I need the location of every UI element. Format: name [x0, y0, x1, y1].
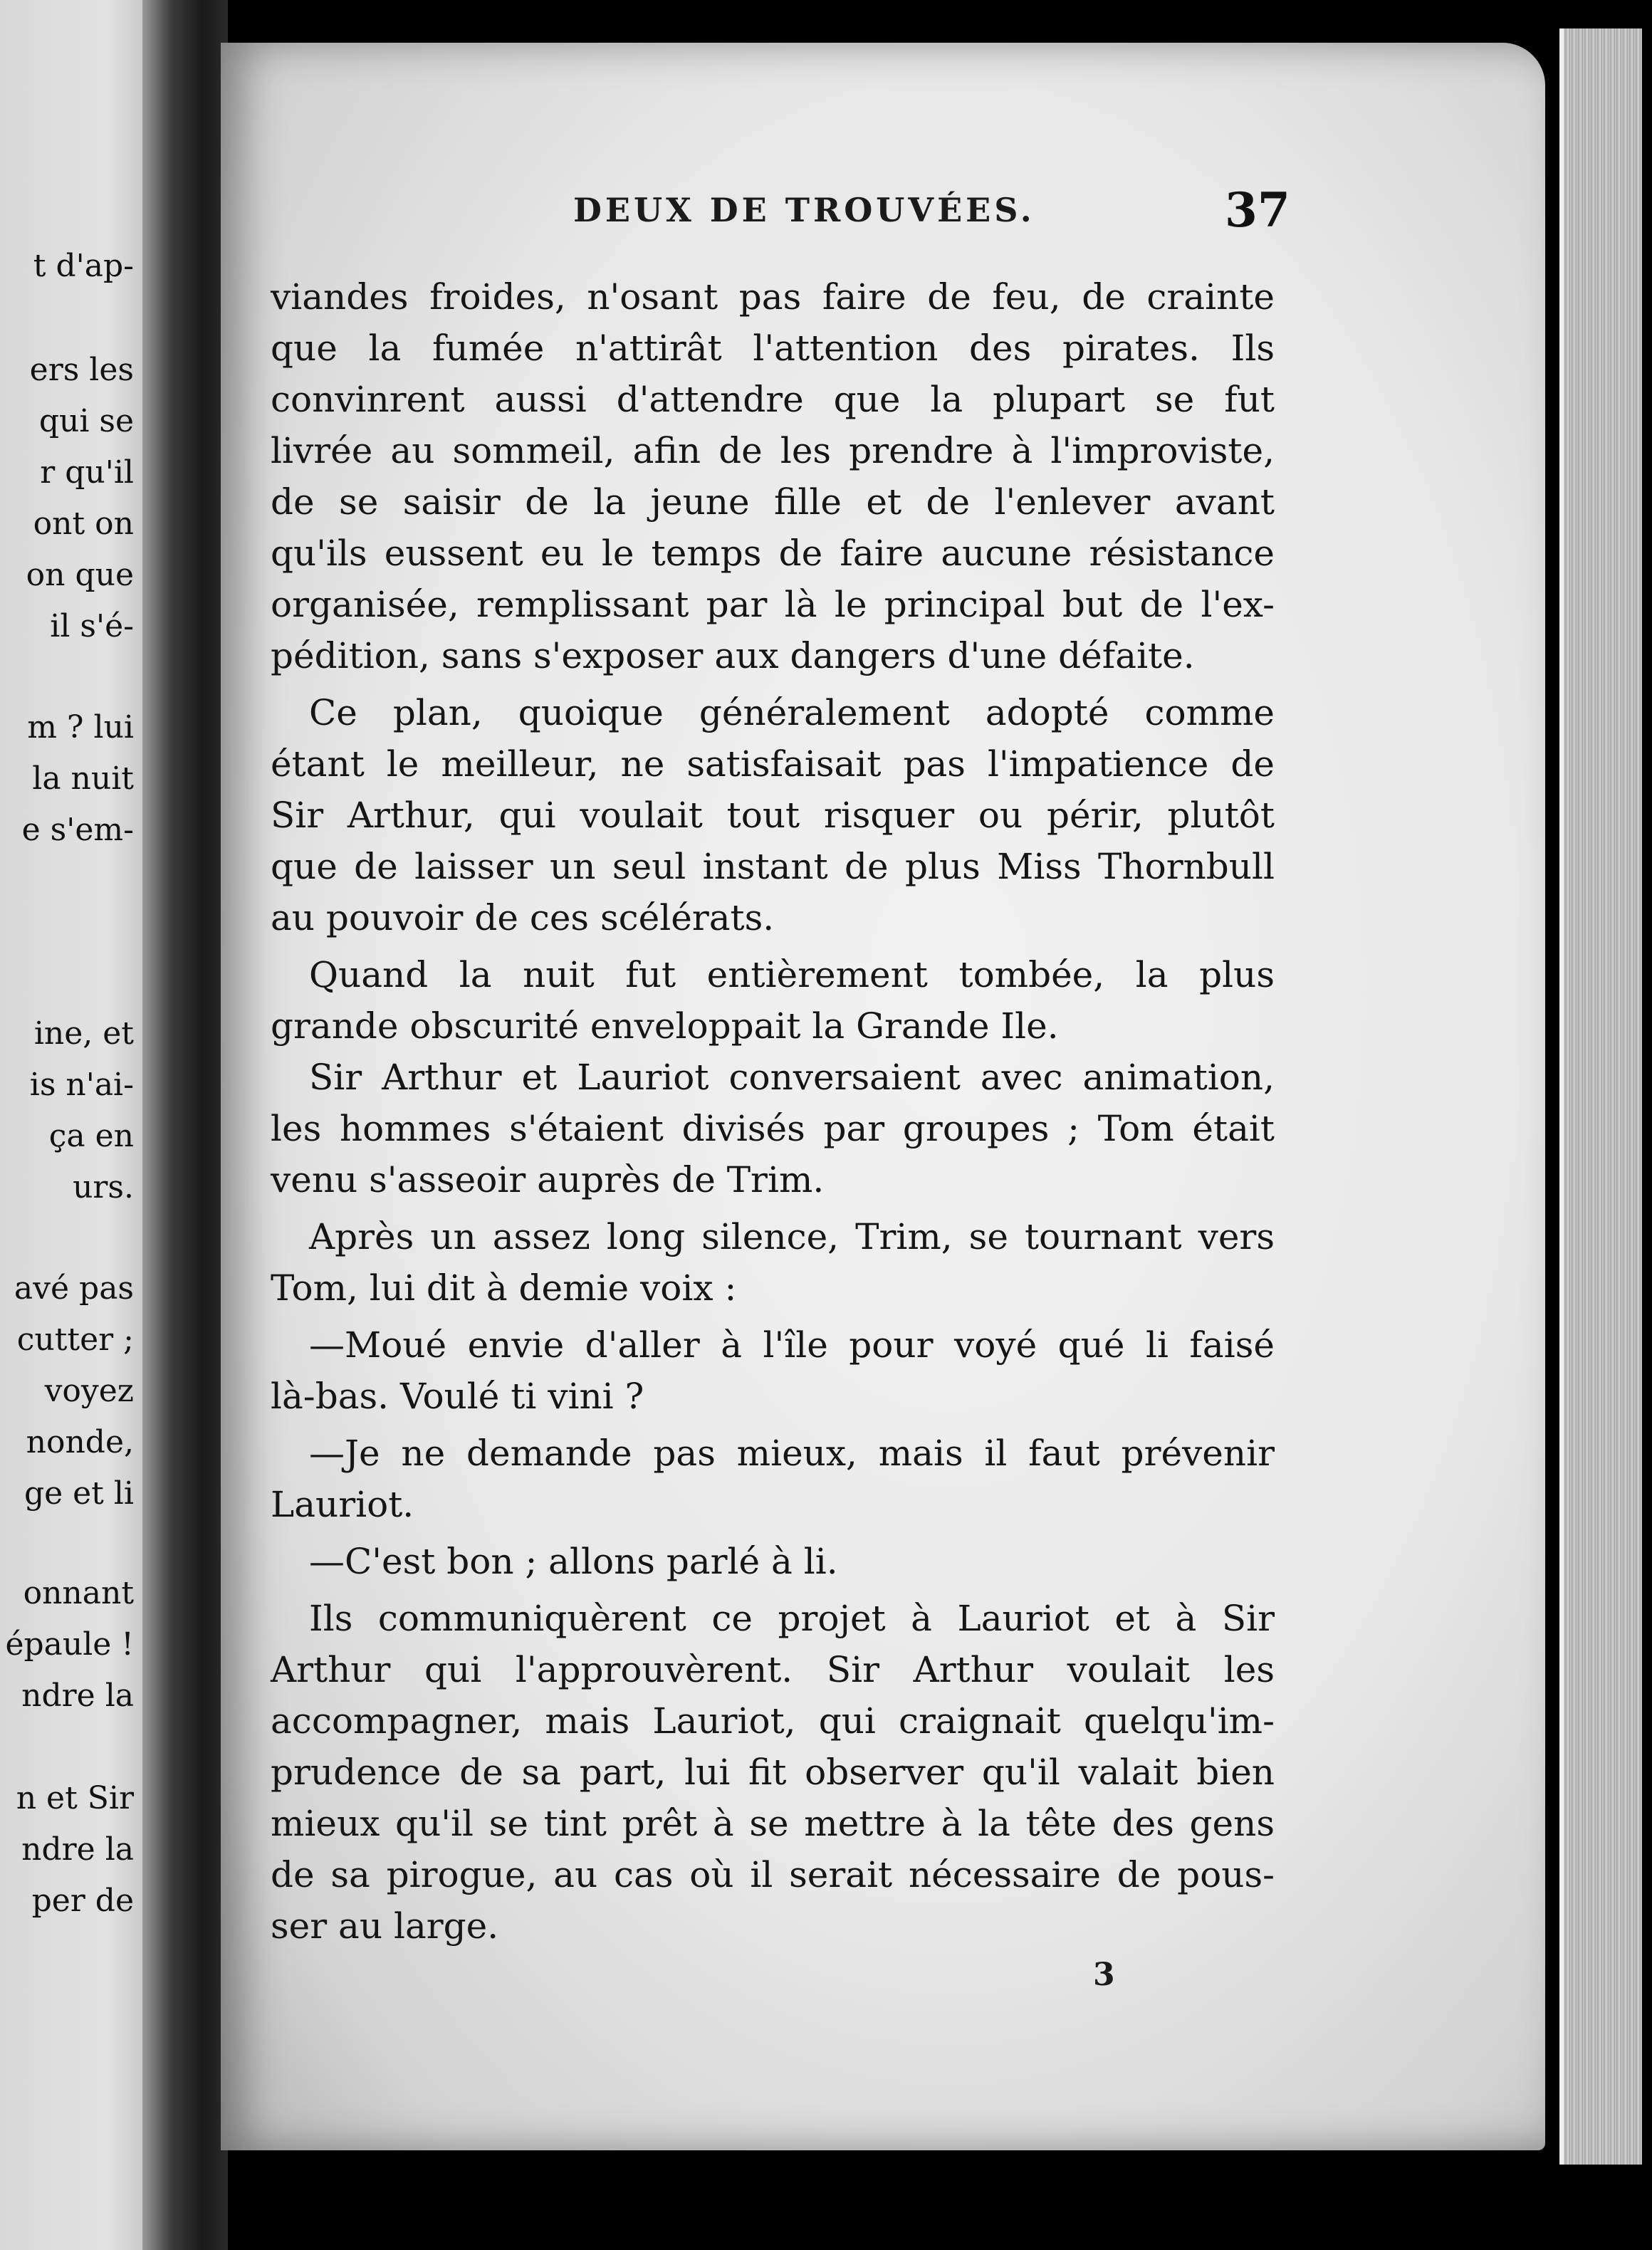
text-line: là-bas. Voulé ti vini ? [271, 1376, 644, 1417]
book-gutter [142, 0, 228, 2250]
previous-page-line: urs. [73, 1169, 134, 1205]
text-line: Quand la nuit fut entièrement tombée, la plus [309, 954, 1275, 995]
previous-page-line: épaule ! [5, 1626, 134, 1663]
previous-page-line: n et Sir [16, 1780, 134, 1816]
text-line: grande obscurité enveloppait la Grande Ile. [271, 1005, 1059, 1047]
previous-page-line: on que [26, 557, 134, 593]
text-line: que la fumée n'attirât l'attention des pirates. Ils [271, 328, 1275, 369]
text-line: que de laisser un seul instant de plus Miss Thornbull [271, 846, 1275, 887]
previous-page-line: per de [31, 1883, 134, 1919]
text-line: Arthur qui l'approuvèrent. Sir Arthur voulait les [271, 1649, 1275, 1690]
text-line: mieux qu'il se tint prêt à se mettre à la tête des gens [271, 1803, 1275, 1844]
text-line: Sir Arthur, qui voulait tout risquer ou périr, plutôt [271, 795, 1275, 836]
previous-page-line: e s'em- [21, 812, 134, 848]
text-line: au pouvoir de ces scélérats. [271, 897, 775, 938]
text-line: —C'est bon ; allons parlé à li. [309, 1541, 838, 1582]
text-line: prudence de sa part, lui fit observer qu'il valait bien [271, 1752, 1275, 1793]
text-line: —Je ne demande pas mieux, mais il faut prévenir [309, 1433, 1275, 1474]
text-line: Tom, lui dit à demie voix : [271, 1267, 737, 1309]
text-line: Sir Arthur et Lauriot conversaient avec animation, [309, 1057, 1275, 1098]
previous-page-line: avé pas [14, 1270, 134, 1307]
previous-page-line: ça en [48, 1118, 134, 1154]
text-line: Lauriot. [271, 1484, 414, 1525]
text-line: accompagner, mais Lauriot, qui craignait quelqu'im- [271, 1700, 1275, 1742]
previous-page-line: ge et li [23, 1475, 134, 1512]
page-number: 37 [1225, 182, 1290, 238]
previous-page-line: il s'é- [50, 608, 134, 644]
previous-page-line: ndre la [21, 1831, 134, 1868]
previous-page-line: cutter ; [16, 1322, 134, 1358]
text-line: de se saisir de la jeune fille et de l'enlever avant [271, 481, 1275, 523]
page-edges [1559, 28, 1642, 2165]
text-line: Après un assez long silence, Trim, se tournant vers [309, 1216, 1275, 1257]
previous-page-line: la nuit [32, 760, 134, 797]
text-line: pédition, sans s'exposer aux dangers d'une défaite. [271, 635, 1195, 676]
text-line: venu s'asseoir auprès de Trim. [271, 1159, 825, 1200]
text-line: organisée, remplissant par là le principal but de l'ex- [271, 584, 1275, 625]
text-line: ser au large. [271, 1905, 499, 1947]
text-line: livrée au sommeil, afin de les prendre à l'improviste, [271, 430, 1275, 471]
text-line: qu'ils eussent eu le temps de faire aucune résistance [271, 533, 1275, 574]
text-line: Ils communiquèrent ce projet à Lauriot et à Sir [309, 1598, 1275, 1639]
previous-page-line: ine, et [33, 1015, 134, 1052]
text-line: convinrent aussi d'attendre que la plupart se fut [271, 379, 1275, 420]
running-head: DEUX DE TROUVÉES. [573, 191, 1035, 229]
text-line: Ce plan, quoique généralement adopté comme [309, 692, 1275, 733]
previous-page-line: ont on [33, 506, 134, 542]
text-line: —Moué envie d'aller à l'île pour voyé qué li faisé [309, 1324, 1275, 1366]
previous-page-line: ers les [29, 352, 134, 388]
signature-mark: 3 [1093, 1957, 1115, 1993]
previous-page-line: m ? lui [27, 709, 134, 745]
previous-page-line: nonde, [26, 1424, 134, 1460]
previous-page-line: r qu'il [40, 454, 134, 491]
previous-page-line: ndre la [21, 1678, 134, 1714]
previous-page-text [0, 0, 134, 2250]
previous-page-line: is n'ai- [29, 1067, 134, 1103]
previous-page-line: t d'ap- [33, 248, 134, 284]
text-line: les hommes s'étaient divisés par groupes ; Tom était [271, 1108, 1275, 1149]
text-line: étant le meilleur, ne satisfaisait pas l'impatience de [271, 743, 1275, 785]
previous-page-line: onnant [23, 1575, 134, 1611]
previous-page-line: qui se [38, 403, 134, 439]
text-line: de sa pirogue, au cas où il serait nécessaire de pous- [271, 1854, 1275, 1895]
text-line: viandes froides, n'osant pas faire de feu, de crainte [271, 276, 1275, 318]
previous-page-line: voyez [44, 1373, 134, 1409]
